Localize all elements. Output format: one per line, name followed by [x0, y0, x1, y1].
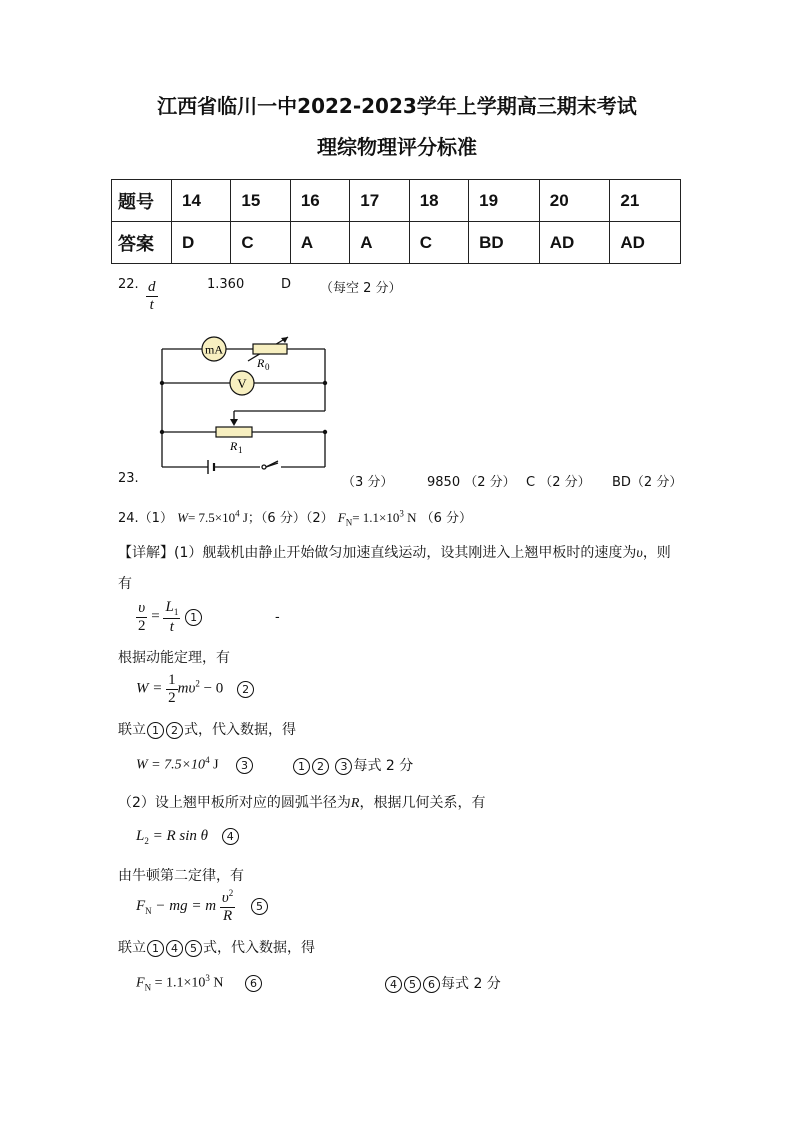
equation-3: $W = 7.5\times 10^4$ J 3	[136, 755, 254, 774]
page-subtitle: 理综物理评分标准	[317, 135, 477, 159]
page-title: 江西省临川一中2022-2023学年上学期高三期末考试	[157, 94, 637, 118]
score-line-2: 4 5 6 每式 2 分	[384, 973, 501, 993]
circuit-diagram	[150, 335, 340, 475]
detail-line-newton: 由牛顿第二定律，有	[118, 868, 244, 884]
ammeter-label: mA	[205, 342, 223, 357]
q23-answer-d: BD（2 分）	[612, 475, 683, 490]
table-cell: BD	[469, 222, 540, 264]
q22-value2: D	[281, 277, 292, 292]
q24-summary: 24.（1） $W= 7.5\times 10^4$ J；（6 分）（2） $F_N= 1.1\times 10^3$ N （6 分）	[118, 508, 473, 528]
table-cell: A	[290, 222, 349, 264]
table-cell: AD	[610, 222, 681, 264]
answer-table	[111, 179, 681, 264]
table-cell: 15	[231, 180, 290, 222]
table-cell: 18	[409, 180, 468, 222]
table-cell: 21	[610, 180, 681, 222]
r1-label: R	[230, 439, 238, 453]
r0-label: R	[257, 356, 265, 370]
equation-5: $F_N$ − mg = m $\frac{\upsilon^2}{R}$ 5	[136, 889, 269, 924]
table-cell: 20	[539, 180, 610, 222]
table-cell: AD	[539, 222, 610, 264]
equation-4: $L_2 = R$ sin θ 4	[136, 828, 240, 846]
equation-2: W = $\frac{1}{2}$ $m\upsilon^2 - 0$ 2	[136, 672, 255, 706]
score-line-1: 1 2 3 每式 2 分	[292, 755, 413, 775]
svg-text:0: 0	[265, 362, 270, 372]
q23-number: 23.	[118, 471, 139, 486]
table-row	[112, 222, 681, 264]
equation-6: $F_N = 1.1\times 10^3$ N 6	[136, 973, 263, 992]
detail-part2: （2）设上翘甲板所对应的圆弧半径为R，根据几何关系，有	[118, 795, 486, 811]
table-cell: 14	[172, 180, 231, 222]
table-row	[112, 180, 681, 222]
table-cell: C	[409, 222, 468, 264]
table-cell: C	[231, 222, 290, 264]
q22-number: 22.	[118, 277, 139, 292]
equation-1: $\frac{\upsilon}{2}$ = $\frac{L_1}{t}$ 1	[136, 599, 203, 635]
svg-text:1: 1	[238, 445, 243, 455]
table-cell: 16	[290, 180, 349, 222]
table-cell: 19	[469, 180, 540, 222]
q23-answer-b: 9850 （2 分）	[427, 475, 516, 490]
detail-lianli-1: 联立 1 2 式，代入数据，得	[118, 722, 296, 738]
voltmeter-label: V	[237, 376, 247, 391]
table-cell: 答案	[112, 222, 172, 264]
q22-fraction: $\frac{d}{t}$	[148, 279, 156, 313]
stray-dash: -	[275, 610, 280, 625]
table-cell: 17	[350, 180, 409, 222]
q23-answer-c: C （2 分）	[526, 475, 591, 490]
q22-value1: 1.360	[207, 277, 245, 292]
table-cell: A	[350, 222, 409, 264]
table-cell: D	[172, 222, 231, 264]
q23-score-a: （3 分）	[342, 475, 394, 490]
detail-line-kinetic: 根据动能定理，有	[118, 650, 230, 666]
detail-you: 有	[118, 576, 132, 592]
q22-note: （每空 2 分）	[320, 281, 402, 296]
table-cell: 题号	[112, 180, 172, 222]
detail-intro: 【详解】(1）舰载机由静止开始做匀加速直线运动，设其刚进入上翘甲板时的速度为υ，则	[118, 545, 671, 561]
detail-lianli-2: 联立 1 4 5 式，代入数据，得	[118, 940, 315, 956]
